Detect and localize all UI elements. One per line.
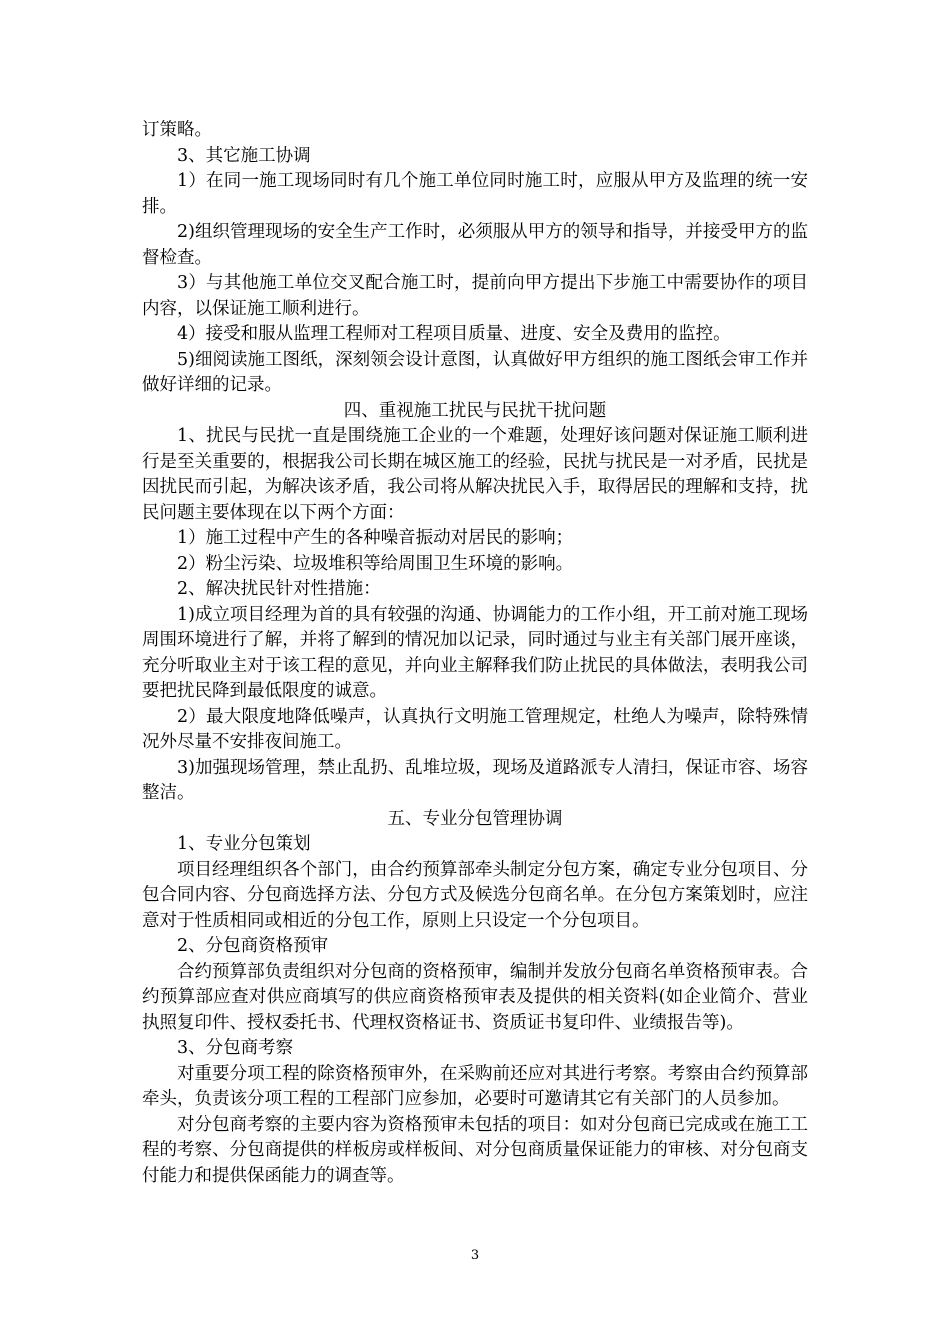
section-subheading: 2、解决扰民针对性措施： — [177, 579, 381, 599]
paragraph: 订策略。 — [142, 120, 212, 140]
section-subheading: 3、其它施工协调 — [177, 145, 311, 166]
paragraph: 2)组织管理现场的安全生产工作时，必须服从甲方的领导和指导，并接受甲方的监督检查。 — [142, 222, 808, 268]
document-body — [142, 118, 808, 1189]
paragraph: 对重要分项工程的除资格预审外，在采购前还应对其进行考察。考察由合约预算部牵头，负责该分项工程的工程部门应参加，必要时可邀请其它有关部门的人员参加。 — [142, 1063, 808, 1109]
paragraph: 1）施工过程中产生的各种噪音振动对居民的影响； — [177, 528, 574, 548]
section-heading: 四、重视施工扰民与民扰干扰问题 — [343, 400, 607, 421]
paragraph: 4）接受和服从监理工程师对工程项目质量、进度、安全及费用的监控。 — [177, 324, 731, 344]
paragraph: 2）最大限度地降低噪声，认真执行文明施工管理规定，杜绝人为噪声，除特殊情况外尽量不安排夜间施工。 — [142, 706, 808, 752]
section-subheading: 3、分包商考察 — [177, 1038, 294, 1058]
paragraph: 合约预算部负责组织对分包商的资格预审，编制并发放分包商名单资格预审表。合约预算部应查对供应商填写的供应商资格预审表及提供的相关资料(如企业简介、营业执照复印件、授权委托书、代理权资格证书、资质证书复印件、业绩报告等)。 — [142, 961, 808, 1033]
paragraph: 5)细阅读施工图纸，深刻领会设计意图，认真做好甲方组织的施工图纸会审工作并做好详细的记录。 — [142, 349, 808, 395]
paragraph: 1）在同一施工现场同时有几个施工单位同时施工时，应服从甲方及监理的统一安排。 — [142, 171, 808, 217]
paragraph: 1、扰民与民扰一直是围绕施工企业的一个难题，处理好该问题对保证施工顺利进行是至关重要的，根据我公司长期在城区施工的经验，民扰与扰民是一对矛盾，民扰是因扰民而引起，为解决该矛盾，我公司将从解决扰民入手，取得居民的理解和支持，扰民问题主要体现在以下两个方面： — [142, 426, 808, 523]
section-heading: 五、专业分包管理协调 — [387, 808, 563, 829]
page-number: 3 — [470, 1248, 480, 1263]
paragraph: 2）粉尘污染、垃圾堆积等给周围卫生环境的影响。 — [177, 553, 574, 574]
paragraph: 3)加强现场管理，禁止乱扔、乱堆垃圾，现场及道路派专人清扫，保证市容、场容整洁。 — [142, 757, 808, 803]
paragraph: 对分包商考察的主要内容为资格预审未包括的项目：如对分包商已完成或在施工工程的考察、分包商提供的样板房或样板间、对分包商质量保证能力的审核、对分包商支付能力和提供保函能力的调查等。 — [142, 1114, 808, 1186]
paragraph: 3）与其他施工单位交叉配合施工时，提前向甲方提出下步施工中需要协作的项目内容，以保证施工顺利进行。 — [142, 273, 808, 319]
section-subheading: 1、专业分包策划 — [177, 834, 311, 854]
paragraph: 项目经理组织各个部门，由合约预算部牵头制定分包方案，确定专业分包项目、分包合同内容、分包商选择方法、分包方式及候选分包商名单。在分包方案策划时，应注意对于性质相同或相近的分包工作，原则上只设定一个分包项目。 — [142, 859, 808, 931]
section-subheading: 2、分包商资格预审 — [177, 936, 329, 956]
paragraph: 1)成立项目经理为首的具有较强的沟通、协调能力的工作小组，开工前对施工现场周围环境进行了解，并将了解到的情况加以记录，同时通过与业主有关部门展开座谈，充分听取业主对于该工程的意见，并向业主解释我们防止扰民的具体做法，表明我公司要把扰民降到最低限度的诚意。 — [142, 604, 808, 701]
